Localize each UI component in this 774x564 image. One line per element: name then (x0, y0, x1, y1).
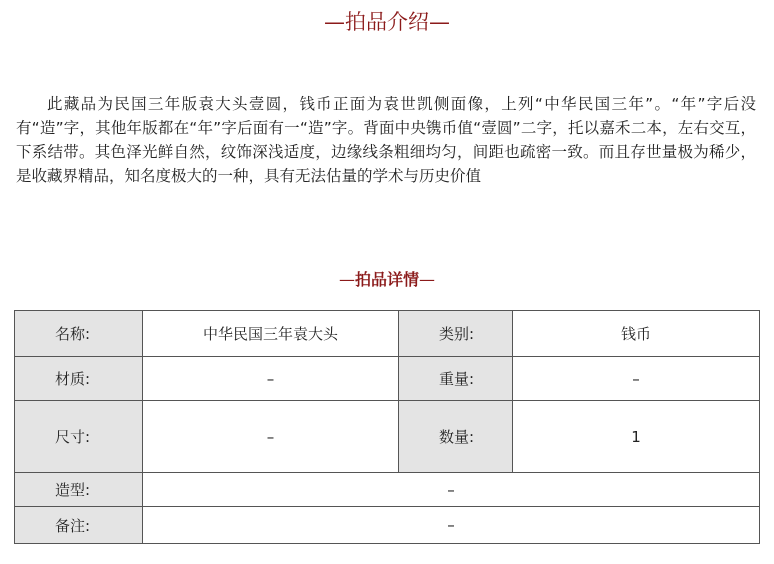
table-row-size (15, 401, 760, 473)
remark-label: 备注: (15, 507, 143, 544)
category-value: 钱币 (513, 311, 760, 357)
quantity-label: 数量: (399, 401, 513, 473)
lot-description: 此藏品为民国三年版袁大头壹圆，钱币正面为袁世凯侧面像，上列“中华民国三年”。“年”字后没有“造”字，其他年版都在“年”字后面有一“造”字。背面中央镌币值“壹圆”二字，托以嘉禾二本，左右交互，下系结带。其色泽光鲜自然，纹饰深浅适度，边缘线条粗细均匀，间距也疏密一致。而且存世量极为稀少，是收藏界精品，知名度极大的一种，具有无法估量的学术与历史价值 (16, 95, 756, 185)
category-label: 类别: (399, 311, 513, 357)
table-row-material (15, 357, 760, 401)
details-dash-right: — (419, 270, 435, 289)
intro-title-text: 拍品介绍 (345, 10, 429, 34)
details-title (0, 268, 774, 292)
remark-value: – (143, 507, 760, 544)
title-dash-left: — (324, 10, 345, 34)
details-title-text: 拍品详情 (354, 270, 419, 289)
title-dash-right: — (429, 10, 450, 34)
size-value: – (143, 401, 399, 473)
name-label: 名称: (15, 311, 143, 357)
table-row-remark (15, 507, 760, 544)
quantity-value: 1 (513, 401, 760, 473)
details-dash-left: — (338, 270, 355, 289)
material-value: – (143, 357, 399, 401)
material-label: 材质: (15, 357, 143, 401)
size-label: 尺寸: (15, 401, 143, 473)
shape-value: – (143, 473, 760, 507)
shape-label: 造型: (15, 473, 143, 507)
table-row-name (15, 311, 760, 357)
weight-value: – (513, 357, 760, 401)
intro-title (0, 7, 774, 37)
lot-details-table (14, 310, 760, 544)
weight-label: 重量: (399, 357, 513, 401)
table-row-shape (15, 473, 760, 507)
name-value: 中华民国三年袁大头 (143, 311, 399, 357)
